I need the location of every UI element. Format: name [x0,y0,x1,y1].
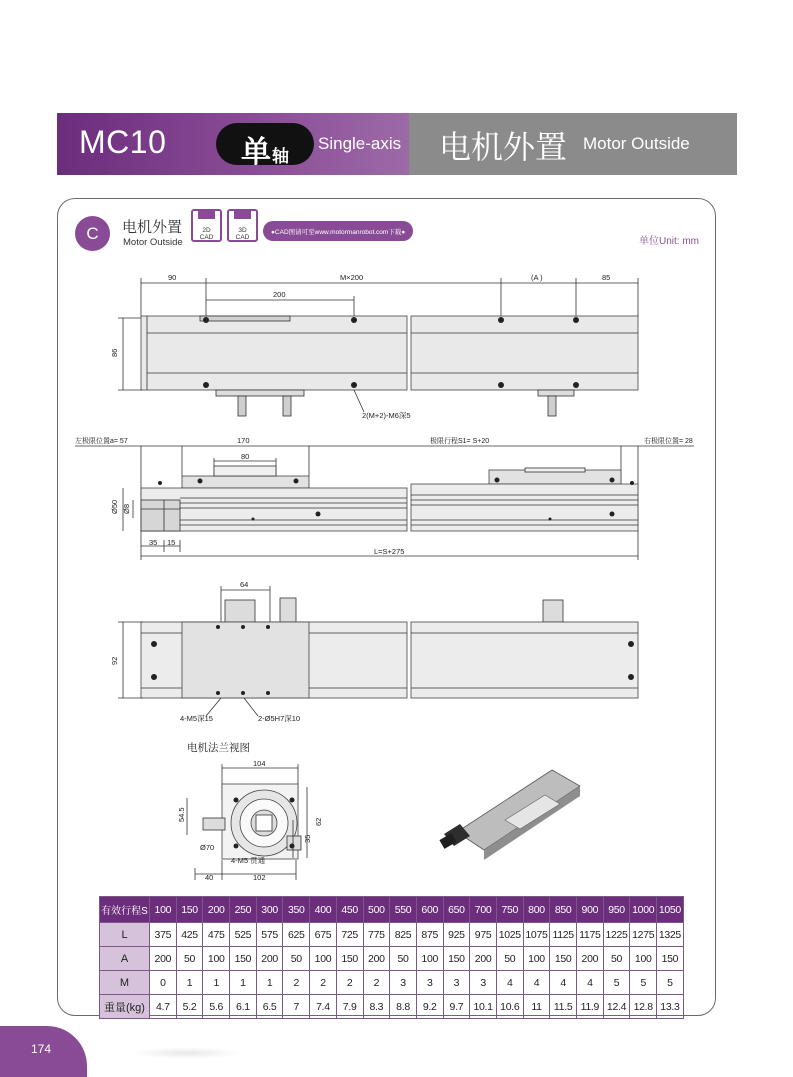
value-cell: 5 [603,971,630,995]
value-cell: 1075 [523,923,550,947]
value-cell: 11.9 [577,995,604,1019]
value-cell: 375 [150,923,177,947]
value-cell: 50 [496,947,523,971]
value-cell: 425 [176,923,203,947]
dim-54-5: 54.5 [177,807,186,822]
stroke-cell: 950 [603,897,630,923]
value-cell: 2 [310,971,337,995]
stroke-cell: 600 [416,897,443,923]
bottom-hole-note: 4-M5深15 [180,714,213,723]
value-cell: 3 [470,971,497,995]
value-cell: 50 [390,947,417,971]
value-cell: 5 [657,971,684,995]
stroke-cell: 450 [336,897,363,923]
spec-table [99,896,684,1019]
value-cell: 4.7 [150,995,177,1019]
value-cell: 875 [416,923,443,947]
value-cell: 0 [150,971,177,995]
value-cell: 11 [523,995,550,1019]
dim-80: 80 [241,452,250,461]
dim-170: 170 [237,436,250,445]
stroke-cell: 100 [150,897,177,923]
top-view [118,278,638,416]
value-cell: 1325 [657,923,684,947]
value-cell: 1025 [496,923,523,947]
spec-header-row [100,897,684,923]
dim-d8: Ø8 [122,503,131,514]
bottom-view [118,586,638,716]
value-cell: 12.4 [603,995,630,1019]
value-cell: 200 [577,947,604,971]
stroke-cell: 700 [470,897,497,923]
value-cell: 575 [256,923,283,947]
flange-hole-note: 4-M5 贯通 [231,856,266,865]
value-cell: 11.5 [550,995,577,1019]
value-cell: 8.8 [390,995,417,1019]
value-cell: 475 [203,923,230,947]
spec-row [100,947,684,971]
stroke-cell: 550 [390,897,417,923]
value-cell: 150 [550,947,577,971]
value-cell: 1 [203,971,230,995]
top-hole-note: 2(M+2)-M6深5 [362,411,411,420]
value-cell: 13.3 [657,995,684,1019]
value-cell: 1 [176,971,203,995]
stroke-cell: 400 [310,897,337,923]
dim-35: 35 [149,538,158,547]
cad-3d-line2: CAD [235,234,250,241]
value-cell: 4 [496,971,523,995]
value-cell: 9.7 [443,995,470,1019]
type-cn-small: 轴 [272,147,289,166]
value-cell: 100 [630,947,657,971]
value-cell: 100 [203,947,230,971]
type-cn-big: 单 [241,136,271,169]
cad-2d-line2: CAD [199,234,214,241]
value-cell: 975 [470,923,497,947]
value-cell: 9.2 [416,995,443,1019]
dim-15: 15 [167,538,176,547]
value-cell: 200 [150,947,177,971]
dim-mx200: M×200 [340,273,364,282]
value-cell: 3 [443,971,470,995]
dim-d70: Ø70 [200,843,215,852]
value-cell: 100 [310,947,337,971]
type-en: Single-axis [318,134,402,153]
value-cell: 200 [363,947,390,971]
row-label-cell: M [100,971,150,995]
value-cell: 10.1 [470,995,497,1019]
left-limit: 左极限位置a= 57 [75,438,128,445]
value-cell: 5.2 [176,995,203,1019]
stroke-cell: 300 [256,897,283,923]
value-cell: 10.6 [496,995,523,1019]
value-cell: 2 [363,971,390,995]
stroke-cell: 1050 [657,897,684,923]
stroke-cell: 1000 [630,897,657,923]
value-cell: 100 [416,947,443,971]
value-cell: 200 [470,947,497,971]
value-cell: 4 [523,971,550,995]
value-cell: 1275 [630,923,657,947]
value-cell: 4 [577,971,604,995]
value-cell: 675 [310,923,337,947]
stroke-cell: 850 [550,897,577,923]
stroke-cell: 900 [577,897,604,923]
value-cell: 8.3 [363,995,390,1019]
value-cell: 150 [336,947,363,971]
dim-40: 40 [205,873,214,882]
stroke-cell: 200 [203,897,230,923]
value-cell: 7 [283,995,310,1019]
value-cell: 1125 [550,923,577,947]
value-cell: 4 [550,971,577,995]
stroke-cell: 750 [496,897,523,923]
model-name: MC10 [79,124,167,160]
value-cell: 50 [176,947,203,971]
value-cell: 5.6 [203,995,230,1019]
right-limit: 右极限位置= 28 [644,438,693,445]
stroke-cell: 150 [176,897,203,923]
variant-en: Motor Outside [583,134,690,153]
value-cell: 775 [363,923,390,947]
dim-d50: Ø50 [110,499,119,514]
section-badge: C [75,216,110,251]
value-cell: 7.9 [336,995,363,1019]
value-cell: 3 [416,971,443,995]
cad-2d-line1: 2D [202,227,211,234]
value-cell: 200 [256,947,283,971]
dim-64: 64 [240,580,249,589]
stroke-limit: 极限行程S1= S+20 [430,438,490,445]
value-cell: 150 [230,947,257,971]
cad-3d-line1: 3D [238,227,247,234]
stroke-cell: 250 [230,897,257,923]
stroke-cell: 800 [523,897,550,923]
value-cell: 3 [390,971,417,995]
row-label-cell: 重量(kg) [100,995,150,1019]
dim-104: 104 [253,759,266,768]
value-cell: 2 [283,971,310,995]
dim-90: 90 [168,273,177,282]
bottom-pin-note: 2-Ø5H7深10 [258,714,301,723]
flange-title: 电机法兰视图 [187,742,250,754]
product-isometric-image [439,770,580,860]
stroke-cell: 650 [443,897,470,923]
dim-35-flange: 35 [303,834,312,843]
page-number: 174 [31,1042,52,1056]
section-title-en: Motor Outside [123,237,183,248]
dim-92: 92 [110,656,119,665]
value-cell: 1175 [577,923,604,947]
spec-row [100,971,684,995]
value-cell: 150 [657,947,684,971]
value-cell: 1225 [603,923,630,947]
row-label-cell: L [100,923,150,947]
value-cell: 825 [390,923,417,947]
dim-length: L=S+275 [374,547,405,556]
cad-download-note[interactable]: ●CAD图请可至www.motormanrobot.com下载● [263,221,413,241]
value-cell: 50 [603,947,630,971]
value-cell: 6.1 [230,995,257,1019]
dim-86: 86 [110,348,119,357]
dim-102: 102 [253,873,266,882]
scan-smudge [132,1047,242,1059]
value-cell: 2 [336,971,363,995]
variant-cn: 电机外置 [439,129,568,165]
value-cell: 50 [283,947,310,971]
row-label-cell: A [100,947,150,971]
value-cell: 1 [230,971,257,995]
value-cell: 6.5 [256,995,283,1019]
dim-62: 62 [314,817,323,826]
dim-85: 85 [602,273,611,282]
value-cell: 725 [336,923,363,947]
section-title-cn: 电机外置 [122,219,183,236]
value-cell: 625 [283,923,310,947]
value-cell: 5 [630,971,657,995]
value-cell: 1 [256,971,283,995]
stroke-cell: 350 [283,897,310,923]
value-cell: 925 [443,923,470,947]
value-cell: 525 [230,923,257,947]
value-cell: 150 [443,947,470,971]
value-cell: 12.8 [630,995,657,1019]
spec-row [100,995,684,1019]
spec-row [100,923,684,947]
unit-label: 单位Unit: mm [639,236,699,247]
dim-a: (A ) [531,273,543,282]
value-cell: 100 [523,947,550,971]
value-cell: 7.4 [310,995,337,1019]
stroke-header-cell: 有效行程S [100,897,150,923]
stroke-cell: 500 [363,897,390,923]
dim-200: 200 [273,290,286,299]
